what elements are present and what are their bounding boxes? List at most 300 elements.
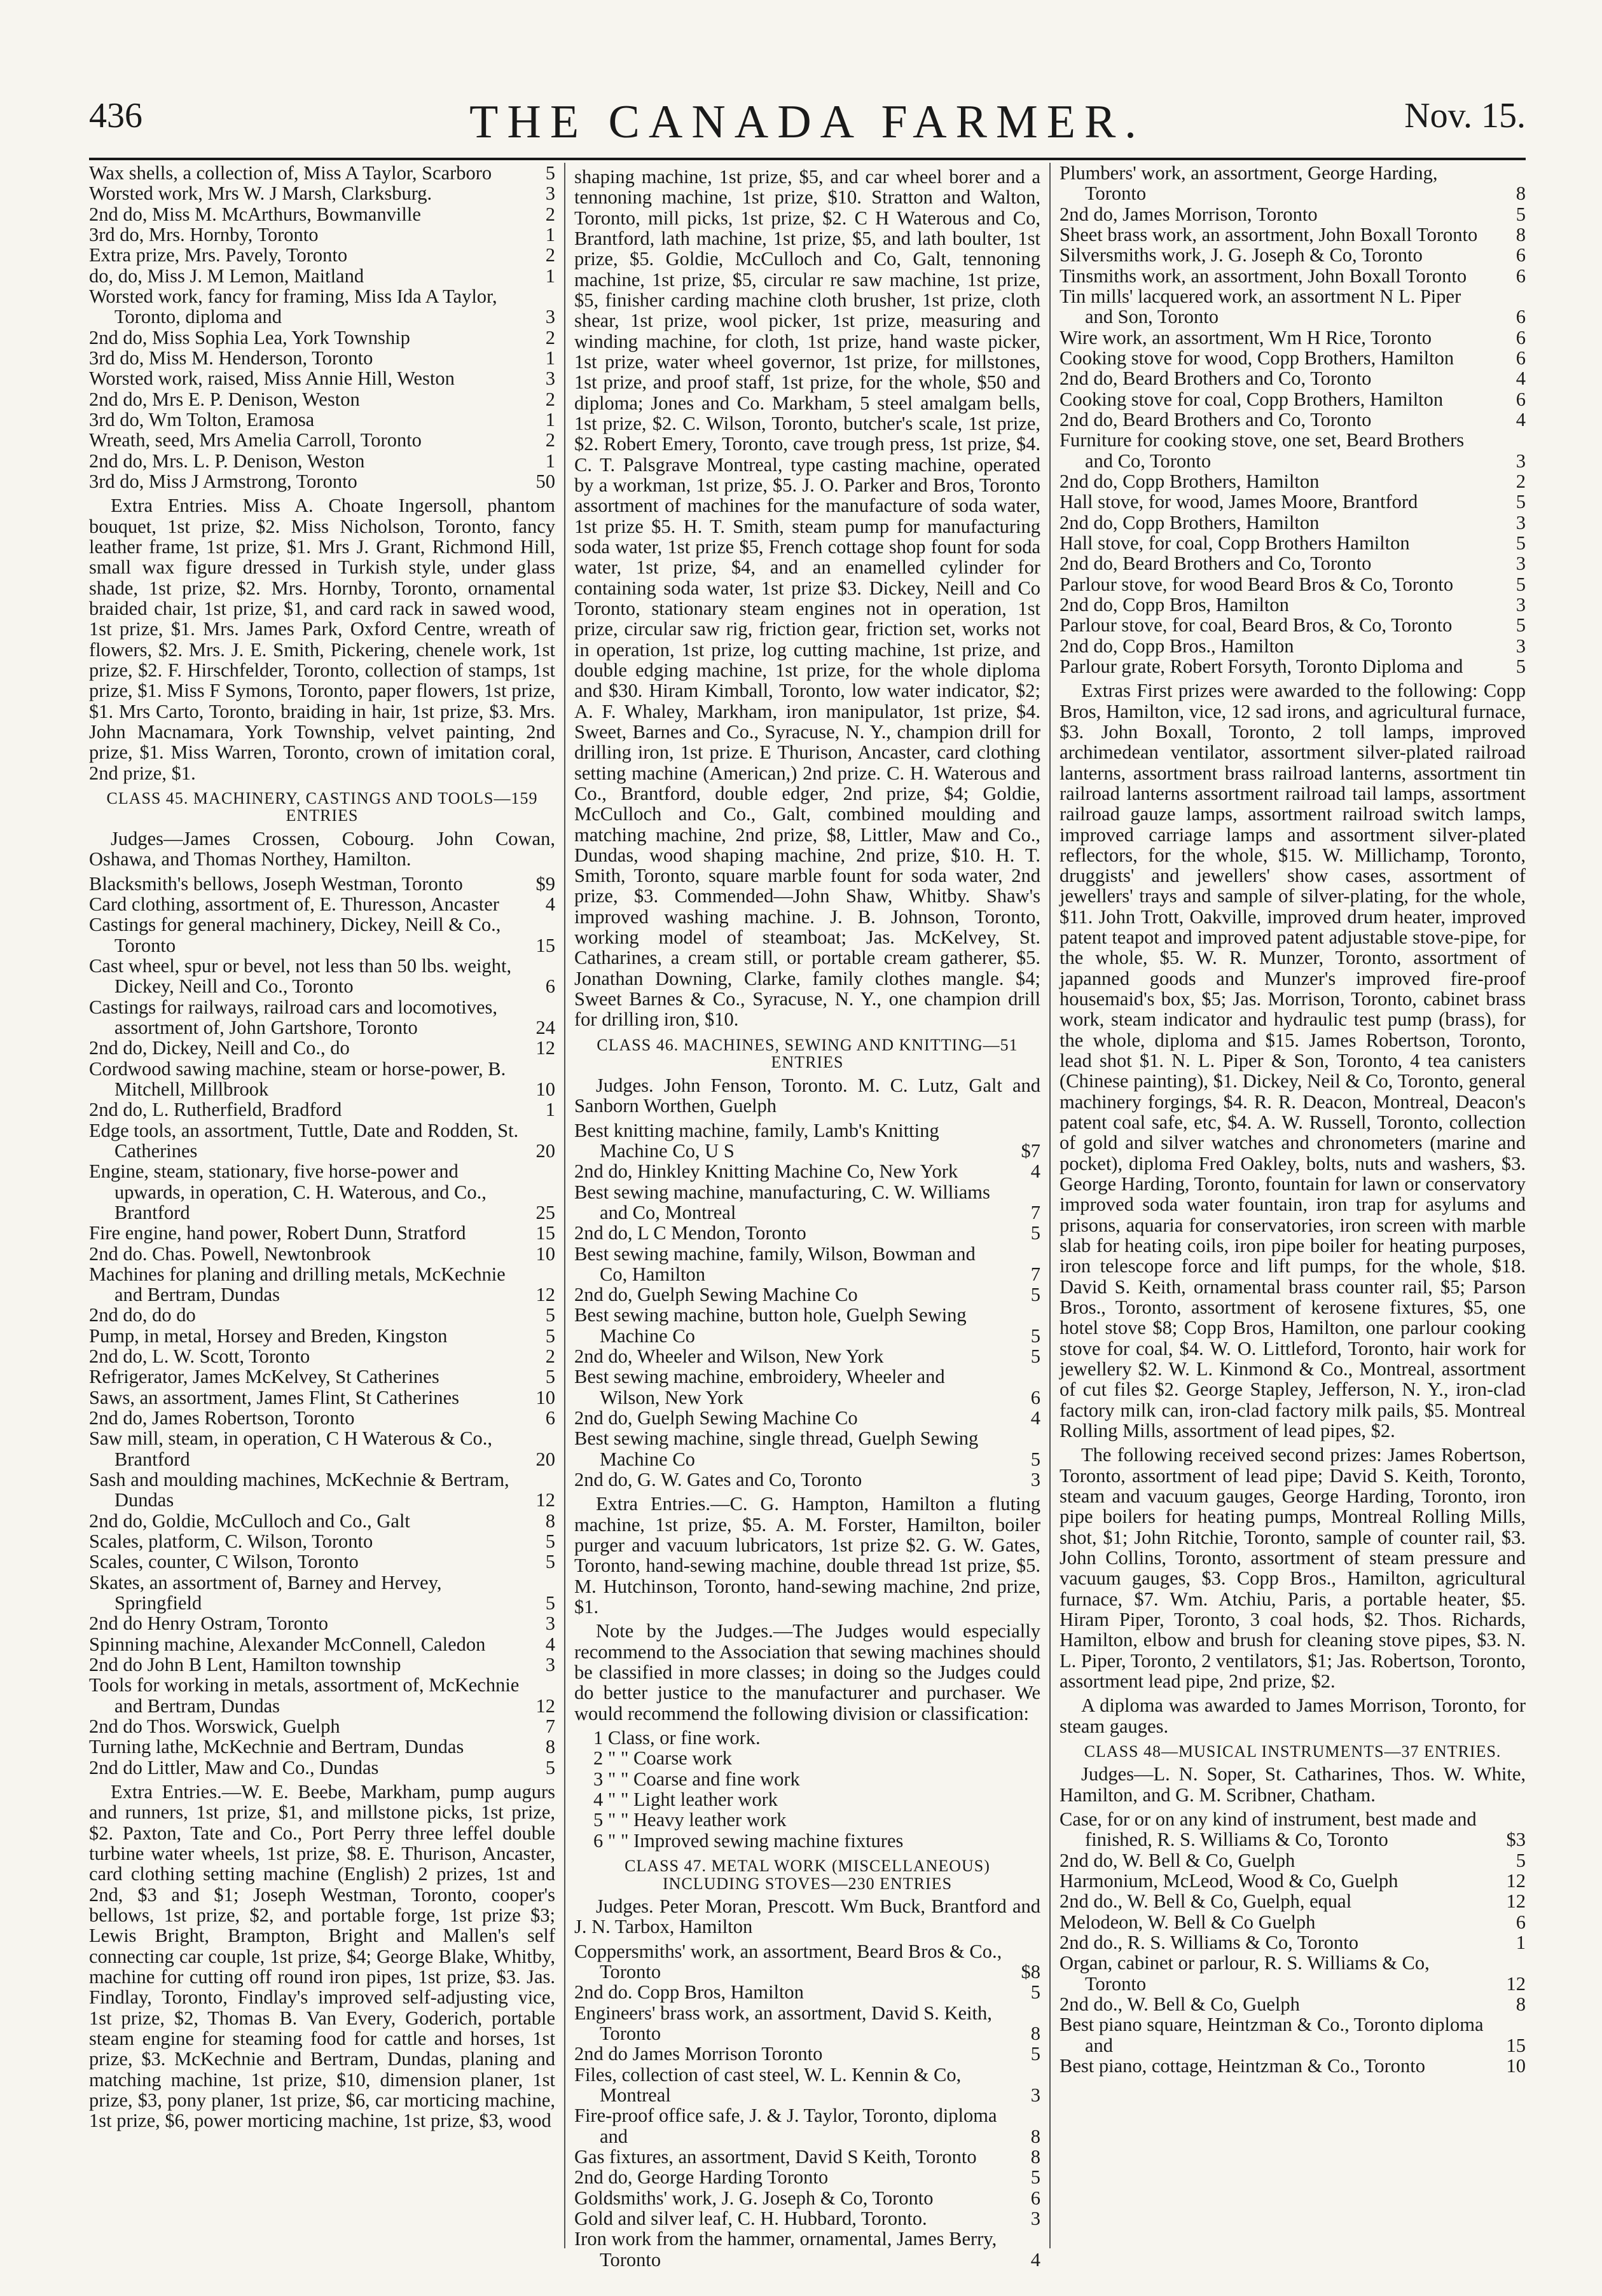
prize-entry	[1060, 368, 1526, 388]
prize-entry	[89, 1346, 555, 1366]
entry-text: 2nd do, Guelph Sewing Machine Co	[574, 1284, 858, 1306]
prize-entry	[89, 183, 555, 203]
classification-item: 4 " " Light leather work	[593, 1789, 778, 1811]
entry-amount: 10	[535, 1386, 555, 1408]
prize-entry	[574, 1244, 1040, 1285]
entry-amount: 1	[545, 1099, 555, 1121]
entry-text: 2nd do, Guelph Sewing Machine Co	[574, 1407, 858, 1429]
prize-entry	[1060, 204, 1526, 224]
entry-text: Engineers' brass work, an assortment, David S. Keith, Toronto	[574, 2002, 992, 2045]
prize-entry	[1060, 1871, 1526, 1891]
entry-text: 2nd do, L. Rutherfield, Bradford	[89, 1099, 342, 1121]
entry-amount: 5	[1516, 532, 1526, 554]
prize-entry	[574, 2003, 1040, 2044]
entry-amount: 7	[1030, 1263, 1040, 1285]
entry-amount: 5	[545, 162, 555, 184]
entry-amount: 6	[1516, 306, 1526, 328]
prize-entry	[89, 1613, 555, 1633]
entry-amount: 4	[1516, 368, 1526, 390]
prize-entry	[574, 1182, 1040, 1223]
entry-text: Furniture for cooking stove, one set, Beard Brothers and Co, Toronto	[1060, 429, 1465, 472]
entry-amount: 5	[545, 1366, 555, 1388]
entry-amount: 6	[1516, 265, 1526, 287]
entry-amount: 3	[1516, 593, 1526, 615]
entry-amount: 1	[545, 408, 555, 430]
entry-amount: 5	[1516, 203, 1526, 225]
columns	[89, 162, 1526, 2271]
entry-text: 2nd do, Mrs. L. P. Denison, Weston	[89, 450, 365, 472]
entry-text: Hall stove, for coal, Copp Brothers Hamilton	[1060, 532, 1410, 554]
entry-amount: 6	[1516, 347, 1526, 369]
entry-text: Tin mills' lacquered work, an assortment N L. Piper and Son, Toronto	[1060, 285, 1461, 328]
entry-amount: 12	[1506, 1890, 1526, 1913]
entry-text: 2nd do, Miss M. McArthurs, Bowmanville	[89, 203, 421, 225]
entry-amount: 1	[545, 347, 555, 369]
entry-amount: 5	[545, 1551, 555, 1573]
entry-text: 2nd do, Miss Sophia Lea, York Township	[89, 326, 410, 348]
entry-text: Blacksmith's bellows, Joseph Westman, Toronto	[89, 872, 463, 895]
entry-amount: 3	[1030, 2208, 1040, 2230]
prize-entry	[89, 204, 555, 224]
entry-text: Cooking stove for coal, Copp Brothers, Hamilton	[1060, 388, 1444, 410]
prize-entry	[89, 1531, 555, 1551]
entry-amount: 12	[1506, 1870, 1526, 1892]
entry-amount: 6	[1516, 244, 1526, 266]
entry-text: Files, collection of cast steel, W. L. Kennin & Co, Montreal	[574, 2063, 962, 2107]
entry-text: 2nd do, George Harding Toronto	[574, 2166, 829, 2189]
entry-amount: 3	[1516, 511, 1526, 533]
entry-text: 2nd do James Morrison Toronto	[574, 2043, 823, 2065]
prize-entry	[574, 2229, 1040, 2270]
entry-text: 2nd do, W. Bell & Co, Guelph	[1060, 1849, 1295, 1871]
entry-text: 2nd do, L C Mendon, Toronto	[574, 1222, 806, 1244]
entry-amount: 8	[1030, 2023, 1040, 2045]
prize-entry	[89, 914, 555, 956]
extra-entries-3: Extra Entries.—C. G. Hampton, Hamilton a fluting machine, 1st prize, $5. A. M. Forster, Hamilton, boiler purger and vacuum lubricators, 1st prize $2. G. W. Gates, Toronto, hand-sewing machine, double thread 1st prize, $5. M. Hutchinson, Toronto, hand-sewing machine, 2nd prize, $1.	[574, 1493, 1040, 1618]
entry-text: Best sewing machine, manufacturing, C. W. Williams and Co, Montreal	[574, 1181, 990, 1223]
entry-amount: 3	[545, 1612, 555, 1635]
entry-amount: 12	[535, 1695, 555, 1717]
entry-amount: 5	[1030, 2166, 1040, 2189]
entry-text: 2nd do, Beard Brothers and Co, Toronto	[1060, 408, 1372, 430]
entry-text: 2nd do John B Lent, Hamilton township	[89, 1654, 401, 1676]
entry-amount: 5	[1030, 1222, 1040, 1244]
prize-entry	[89, 286, 555, 327]
prize-entry	[89, 1264, 555, 1305]
prize-entry	[89, 266, 555, 286]
prize-entry	[1060, 348, 1526, 368]
prize-entry	[89, 1716, 555, 1736]
entry-amount: 3	[545, 182, 555, 205]
entry-text: Turning lathe, McKechnie and Bertram, Dundas	[89, 1736, 464, 1758]
entry-text: Parlour grate, Robert Forsyth, Toronto Diploma and	[1060, 655, 1463, 677]
entry-text: 2nd do, Mrs E. P. Denison, Weston	[89, 388, 360, 410]
entry-text: Refrigerator, James McKelvey, St Catherines	[89, 1366, 439, 1388]
prize-list-3	[574, 1120, 1040, 1490]
prize-entry	[574, 1408, 1040, 1428]
entry-text: Scales, counter, C Wilson, Toronto	[89, 1551, 359, 1573]
entry-text: 2nd do Littler, Maw and Co., Dundas	[89, 1756, 379, 1778]
entry-text: Machines for planing and drilling metals, McKechnie and Bertram, Dundas	[89, 1263, 506, 1306]
prize-entry	[89, 1059, 555, 1100]
second-prizes-paragraph: The following received second prizes: James Robertson, Toronto, assortment of lead pipe; David S. Keith, Toronto, steam and vacuum gauges, George Harding, Toronto, iron pipe boilers for heating pumps, Montreal Rolling Mills, shot, $1; John Ritchie, Toronto, sample of counter rail, $3. John Collins, Toronto, assortment of steam pressure and vacuum gauges, $3. Copp Bros., Hamilton, agricultural furnace, $7. Wm. Atchiu, Paris, a portable heater, $5. Hiram Piper, Toronto, 3 coal hods, $2. Thos. Richards, Hamilton, elbow and brush for cleaning stove pipes, $3. N. L. Piper, Toronto, 2 ventilators, $1; Jas. Robertson, Toronto, assortment lead pipe, 2nd prize, $2.	[1060, 1444, 1526, 1692]
issue-date: Nov. 15.	[1404, 96, 1526, 135]
prize-entry	[89, 430, 555, 450]
entry-text: Worsted work, fancy for framing, Miss Ida A Taylor, Toronto, diploma and	[89, 285, 497, 328]
entry-text: Wire work, an assortment, Wm H Rice, Toronto	[1060, 326, 1432, 348]
prize-entry	[1060, 574, 1526, 595]
class-45-judges: Judges—James Crossen, Cobourg. John Cowan, Oshawa, and Thomas Northey, Hamilton.	[89, 827, 555, 870]
entry-text: 2nd do., W. Bell & Co, Guelph, equal	[1060, 1890, 1352, 1913]
judges-note: Note by the Judges.—The Judges would especially recommend to the Association that sewing machines should be classified in more classes; in doing so the Judges could do better justice to the manufacturer and purchaser. We would recommend the following division or classification:	[574, 1620, 1040, 1724]
entry-text: Melodeon, W. Bell & Co Guelph	[1060, 1911, 1316, 1933]
prize-entry	[89, 409, 555, 430]
prize-entry	[89, 1161, 555, 1223]
entry-amount: $9	[535, 872, 555, 895]
entry-amount: 2	[545, 429, 555, 451]
entry-text: Card clothing, assortment of, E. Thuresson, Ancaster	[89, 893, 499, 915]
extra-entries-2: Extra Entries.—W. E. Beebe, Markham, pump augurs and runners, 1st prize, $1, and millstone picks, 1st prize, $2. Paxton, Tate and Co., Port Perry three leffel double turbine water wheels, 1st prize, $8. E. Thurison, Ancaster, card clothing setting machine (English) 2 prizes, 1st and 2nd, $3 and $1; Joseph Westman, Toronto, cooper's bellows, 1st prize, $2, and portable forge, 1st prize $3; Lewis Bright, Brampton, Bright and Mallen's self connecting car couple, 1st prize, $4; George Blake, Whitby, machine for cutting off round iron pipes, 1st prize, $3. Jas. Findlay, Toronto, Findlay's improved self-adjusting vice, 1st prize, $2, Thomas B. Van Every, Goderich, portable steam engine for steaming food for cattle and horses, 1st prize, $3. McKechnie and Bertram, Dundas, planing and matching machine, 1st prize, $10, dimension planer, 1st prize, $3, pony planer, 1st prize, $6, car morticing machine, 1st prize, $6, power morticing machine, 1st prize, $3, wood	[89, 1781, 555, 2132]
entry-amount: 10	[535, 1078, 555, 1100]
entry-amount: 5	[1030, 1324, 1040, 1347]
prize-entry	[574, 1346, 1040, 1366]
entry-amount: 3	[545, 368, 555, 390]
header-rule	[89, 158, 1526, 160]
classification-item: 6 " " Improved sewing machine fixtures	[593, 1829, 904, 1852]
entry-text: Gas fixtures, an assortment, David S Keith, Toronto	[574, 2146, 977, 2168]
entry-text: Best sewing machine, button hole, Guelph Sewing Machine Co	[574, 1304, 967, 1347]
entry-text: 2nd do., W. Bell & Co, Guelph	[1060, 1993, 1300, 2016]
prize-entry	[89, 389, 555, 409]
prize-entry	[1060, 224, 1526, 245]
entry-amount: 4	[1516, 408, 1526, 430]
entry-amount: 8	[1516, 223, 1526, 245]
prize-list-5	[1060, 163, 1526, 677]
entry-text: Best sewing machine, single thread, Guelph Sewing Machine Co	[574, 1427, 979, 1470]
prize-entry	[1060, 430, 1526, 471]
newspaper-title: THE CANADA FARMER.	[469, 96, 1145, 148]
column-2	[564, 163, 1040, 2271]
entry-amount: 3	[1030, 1469, 1040, 1491]
entry-amount: $3	[1506, 1829, 1526, 1851]
entry-text: Silversmiths work, J. G. Joseph & Co, Toronto	[1060, 244, 1423, 266]
prize-entry	[89, 1223, 555, 1243]
entry-text: Hall stove, for wood, James Moore, Brantford	[1060, 491, 1418, 513]
prize-entry	[1060, 512, 1526, 533]
prize-list-2	[89, 874, 555, 1778]
prize-entry	[574, 1469, 1040, 1490]
entry-amount: 12	[535, 1284, 555, 1306]
entry-text: Engine, steam, stationary, five horse-power and upwards, in operation, C. H. Waterous, and Co., Brantford	[89, 1160, 487, 1223]
prize-entry	[1060, 286, 1526, 327]
entry-amount: 20	[535, 1448, 555, 1470]
prize-entry	[1060, 1932, 1526, 1953]
prize-entry	[89, 1757, 555, 1778]
entry-text: Organ, cabinet or parlour, R. S. Williams & Co, Toronto	[1060, 1952, 1430, 1995]
entry-text: Saws, an assortment, James Flint, St Catherines	[89, 1386, 459, 1408]
prize-entry	[574, 2147, 1040, 2167]
entry-amount: 5	[545, 1324, 555, 1347]
classification-list	[593, 1728, 1040, 1851]
classification-item: 5 " " Heavy leather work	[593, 1809, 787, 1831]
entry-amount: 5	[545, 1756, 555, 1778]
entry-text: 2nd do, Wheeler and Wilson, New York	[574, 1345, 884, 1368]
prize-list-6	[1060, 1809, 1526, 2076]
entry-amount: 2	[545, 1345, 555, 1368]
prize-entry	[89, 471, 555, 492]
entry-amount: 5	[1516, 614, 1526, 636]
entry-text: Tinsmiths work, an assortment, John Boxall Toronto	[1060, 265, 1467, 287]
entry-text: Tools for working in metals, assortment of, McKechnie and Bertram, Dundas	[89, 1674, 520, 1717]
prize-entry	[89, 368, 555, 388]
entry-text: 2nd do, Goldie, McCulloch and Co., Galt	[89, 1509, 410, 1532]
class-48-heading: CLASS 48—MUSICAL INSTRUMENTS—37 ENTRIES.	[1084, 1742, 1502, 1761]
prize-entry	[89, 1551, 555, 1572]
prize-entry	[89, 163, 555, 183]
entry-text: Sash and moulding machines, McKechnie & Bertram, Dundas	[89, 1469, 509, 1511]
entry-amount: 5	[545, 1592, 555, 1614]
prize-entry	[89, 1326, 555, 1346]
entry-amount: 1	[545, 450, 555, 472]
class-45-heading: CLASS 45. MACHINERY, CASTINGS AND TOOLS—159 ENTRIES	[106, 788, 538, 825]
entry-amount: 2	[545, 388, 555, 410]
prize-entry	[89, 1120, 555, 1162]
entry-amount: 3	[1516, 635, 1526, 657]
entry-amount: 2	[545, 203, 555, 225]
entry-amount: 4	[545, 1633, 555, 1655]
prize-entry	[89, 1469, 555, 1511]
prize-entry	[574, 2167, 1040, 2187]
entry-text: Best piano square, Heintzman & Co., Toronto diploma and	[1060, 2014, 1484, 2056]
entry-amount: $7	[1021, 1139, 1040, 1162]
entry-amount: $8	[1021, 1961, 1040, 1983]
column-3	[1049, 163, 1526, 2248]
entry-amount: 8	[1030, 2146, 1040, 2168]
prize-entry	[89, 1572, 555, 1614]
entry-amount: 12	[535, 1489, 555, 1511]
entry-text: 2nd do. Copp Bros, Hamilton	[574, 1981, 804, 2004]
prize-entry	[89, 224, 555, 245]
entry-amount: 5	[1030, 1284, 1040, 1306]
diploma-paragraph: A diploma was awarded to James Morrison, Toronto, for steam gauges.	[1060, 1695, 1526, 1737]
entry-text: Best piano, cottage, Heintzman & Co., Toronto	[1060, 2055, 1426, 2077]
prize-entry	[574, 1982, 1040, 2002]
entry-text: Fire-proof office safe, J. & J. Taylor, Toronto, diploma and	[574, 2105, 997, 2147]
prize-entry	[1060, 615, 1526, 635]
entry-text: Extra prize, Mrs. Pavely, Toronto	[89, 244, 348, 266]
prize-entry	[1060, 471, 1526, 492]
entry-amount: 4	[1030, 1160, 1040, 1183]
entry-text: 3rd do, Miss M. Henderson, Toronto	[89, 347, 373, 369]
entry-amount: 5	[1030, 1448, 1040, 1470]
prize-entry	[89, 1428, 555, 1469]
entry-amount: 4	[1030, 1407, 1040, 1429]
entry-amount: 15	[535, 1222, 555, 1244]
entry-text: Saw mill, steam, in operation, C H Waterous & Co., Brantford	[89, 1427, 493, 1470]
entry-amount: 5	[1030, 1981, 1040, 2004]
entry-amount: 8	[545, 1509, 555, 1532]
entry-amount: 4	[1030, 2248, 1040, 2271]
prize-entry	[574, 1305, 1040, 1346]
entry-text: Worsted work, raised, Miss Annie Hill, Weston	[89, 368, 455, 390]
prize-entry	[1060, 636, 1526, 656]
entry-amount: 5	[1516, 655, 1526, 677]
entry-amount: 6	[1030, 1386, 1040, 1408]
entry-text: Cooking stove for wood, Copp Brothers, Hamilton	[1060, 347, 1454, 369]
class-47-heading: CLASS 47. METAL WORK (MISCELLANEOUS) INCLUDING STOVES—230 ENTRIES	[625, 1857, 990, 1893]
entry-amount: 6	[545, 1407, 555, 1429]
entry-text: 2nd do, G. W. Gates and Co, Toronto	[574, 1469, 862, 1491]
prize-list-4	[574, 1941, 1040, 2270]
entry-text: Scales, platform, C. Wilson, Toronto	[89, 1530, 373, 1553]
entry-text: 2nd do, Copp Bros, Hamilton	[1060, 593, 1289, 615]
class-47-judges: Judges. Peter Moran, Prescott. Wm Buck, Brantford and J. N. Tarbox, Hamilton	[574, 1895, 1040, 1938]
prize-entry	[574, 2188, 1040, 2208]
entry-text: Spinning machine, Alexander McConnell, Caledon	[89, 1633, 486, 1655]
prize-entry	[1060, 163, 1526, 204]
entry-text: Cordwood sawing machine, steam or horse-power, B. Mitchell, Millbrook	[89, 1057, 506, 1100]
entry-amount: 7	[1030, 1201, 1040, 1223]
extra-entries-1: Extra Entries. Miss A. Choate Ingersoll, phantom bouquet, 1st prize, $2. Miss Nicholson, Toronto, fancy leather frame, 1st prize, $1. Mrs J. Grant, Richmond Hill, small wax figure dressed in Turkish style, under glass shade, 1st prize, $2. Mrs. Hornby, Toronto, ornamental braided chair, 1st prize, $1, and card rack in sawed wood, 1st prize, $1. Mrs. James Park, Oxford Centre, wreath of flowers, $2. Mrs. J. E. Smith, Pickering, chenele work, 1st prize, $2. F. Hirschfelder, Toronto, collection of stamps, 1st prize, $1. Miss F Symons, Toronto, paper flowers, 1st prize, $1. Mrs Carto, Toronto, braiding in hair, 1st prize, $3. Mrs. John Macnamara, York Township, velvet painting, 2nd prize, $1. Miss Warren, Toronto, crown of imitation coral, 2nd prize, $1.	[89, 495, 555, 784]
entry-amount: 10	[535, 1242, 555, 1265]
entry-amount: 8	[545, 1736, 555, 1758]
prize-entry	[89, 1675, 555, 1716]
prize-entry	[574, 1428, 1040, 1469]
prize-entry	[89, 1654, 555, 1675]
entry-amount: 6	[1516, 326, 1526, 348]
entry-text: Gold and silver leaf, C. H. Hubbard, Toronto.	[574, 2208, 927, 2230]
entry-text: 2nd do Henry Ostram, Toronto	[89, 1612, 328, 1635]
prize-entry	[1060, 245, 1526, 265]
entry-text: 2nd do, Copp Brothers, Hamilton	[1060, 511, 1320, 533]
prize-entry	[89, 894, 555, 914]
entry-amount: 50	[535, 470, 555, 492]
entry-text: Skates, an assortment of, Barney and Hervey, Springfield	[89, 1571, 442, 1614]
entry-text: do, do, Miss J. M Lemon, Maitland	[89, 265, 364, 287]
entry-amount: 12	[535, 1037, 555, 1059]
entry-amount: 5	[1516, 491, 1526, 513]
entry-amount: 1	[545, 265, 555, 287]
entry-amount: 5	[1030, 2043, 1040, 2065]
entry-text: 2nd do, do do	[89, 1304, 196, 1326]
entry-text: Parlour stove, for wood Beard Bros & Co, Toronto	[1060, 573, 1454, 595]
prize-entry	[574, 1120, 1040, 1162]
entry-text: 2nd do., R. S. Williams & Co, Toronto	[1060, 1932, 1358, 1954]
entry-amount: 3	[545, 306, 555, 328]
entry-text: Wax shells, a collection of, Miss A Taylor, Scarboro	[89, 162, 492, 184]
entry-amount: 12	[1506, 1972, 1526, 1995]
classification-item: 2 " " Coarse work	[593, 1747, 733, 1770]
classification-item: 3 " " Coarse and fine work	[593, 1768, 800, 1790]
prize-entry	[89, 1634, 555, 1654]
entry-amount: 20	[535, 1139, 555, 1162]
entry-text: Best sewing machine, family, Wilson, Bowman and Co, Hamilton	[574, 1242, 976, 1285]
entry-text: 2nd do. Chas. Powell, Newtonbrook	[89, 1242, 371, 1265]
prize-entry	[89, 1099, 555, 1120]
prize-entry	[574, 2105, 1040, 2147]
entry-text: Case, for or on any kind of instrument, best made and finished, R. S. Williams & Co, Toronto	[1060, 1808, 1477, 1851]
entry-text: 3rd do, Miss J Armstrong, Toronto	[89, 470, 357, 492]
prize-entry	[1060, 553, 1526, 574]
extras-paragraph: Extras First prizes were awarded to the following: Copp Bros, Hamilton, vice, 12 sad irons, and agricultural furnace, $3. John Boxall, Toronto, 2 toll lamps, improved archimedean ventilator, assortment silver-plated railroad lanterns, assortment brass railroad lanterns, assortment tin railroad lanterns assortment railroad tail lamps, assortment railroad gauze lamps, assortment railroad switch lamps, improved carriage lamps and assortment silver-plated reflectors, for the whole, $15. W. Millichamp, Toronto, druggists' and jewellers' show cases, assortment of jewellers' trays and sample of silver-plating, for the whole, $11. John Trott, Oakville, improved drum heater, improved patent teapot and improved patent adjustable stove-pipe, for the whole, $5. W. R. Munzer, Toronto, assortment of japanned goods and Munzer's improved fire-proof housemaid's box, $5; Jas. Morrison, Toronto, cabinet brass work, steam indicator and hydraulic test pump (brass), for the whole, diploma and $15. James Robertson, Toronto, lead shot $1. N. L. Piper & Son, Toronto, 4 tea canisters (Chinese painting), $1. Dickey, Neil & Co, Toronto, general machinery forgings, $4. R. R. Deacon, Montreal, Deacon's patent coal safe, etc, $4. A. W. Russell, Toronto, collection of gold and silver watches and chronometers (marine and pocket), diploma Fred Oakley, bolts, nuts and washers, $3. George Harding, Toronto, fountain for lawn or conservatory improved soda water fountain, iron trap for asylums and prisons, aquaria for conservatories, iron screen with marble slab for heating coils, iron pipe boiler for heating purposes, iron telescope force and lift pumps, for the whole, $18. David S. Keith, ornamental brass counter rail, $5; Parson Bros., Toronto, assortment of kerosene fixtures, $5, one hotel stove $8; Copp Bros, Hamilton, one parlour cooking stove for coal, $4. W. O. Littleford, Toronto, hair work for jewellery $2. W. L. Kinmond & Co., Montreal, assortment of cut files $2. George Stapley, Jefferson, N. Y., iron-clad factory milk can, iron-clad factory milk pails, $5. Montreal Rolling Mills, assortment of lead pipes, $2.	[1060, 680, 1526, 1442]
entry-amount: 1	[545, 223, 555, 245]
prize-entry	[1060, 656, 1526, 677]
prize-entry	[574, 1941, 1040, 1983]
entry-text: 2nd do Thos. Worswick, Guelph	[89, 1715, 340, 1738]
prize-entry	[1060, 327, 1526, 348]
entry-text: Harmonium, McLeod, Wood & Co, Guelph	[1060, 1870, 1398, 1892]
entry-amount: 4	[545, 893, 555, 915]
prize-entry	[574, 1284, 1040, 1305]
prize-entry	[1060, 533, 1526, 553]
entry-amount: 10	[1506, 2055, 1526, 2077]
class-48-judges: Judges—L. N. Soper, St. Catharines, Thos. W. White, Hamilton, and G. M. Scribner, Chatham.	[1060, 1763, 1526, 1806]
continued-text: shaping machine, 1st prize, $5, and car wheel borer and a tennoning machine, 1st prize, $10. Stratton and Walton, Toronto, mill picks, 1st prize, $2. C H Waterous and Co, Brantford, lath machine, 1st prize, $5, and lath boulter, 1st prize, $5. Goldie, McCulloch and Co, Galt, tennoning machine, 1st prize, $5, circular re saw machine, 1st prize, $5, finisher carding machine cloth brusher, 1st prize, cloth shear, 1st prize, wool picker, 1st prize, measuring and winding machine, for cloth, 1st prize, hand waste picker, 1st prize, water wheel governor, 1st prize, for millstones, 1st prize, and proof staff, 1st prize, for the whole, $50 and diploma; Jones and Co. Markham, 5 steel amalgam bells, 1st prize, $2. C. Wilson, Toronto, butcher's scale, 1st prize, $2. Robert Emery, Toronto, cave trough press, 1st prize, $4. C. T. Palsgrave Montreal, type casting machine, operated by a workman, 1st prize, $5. J. O. Parker and Bros, Toronto assortment of machines for the manufacture of soda water, 1st prize $5. H. T. Smith, steam pump for manufacturing soda water, 1st prize $5, French cottage shop fount for soda water, 1st prize, $4, and an enamelled cylinder for containing soda water, 1st prize $3. Dickey, Neill and Co Toronto, stationary steam engines not in operation, 1st prize, circular saw rig, friction gear, friction set, works not in operation, 1st prize, log cutting machine, 1st prize, and double edging machine, 1st prize, for the whole diploma and $30. Hiram Kimball, Toronto, low water indicator, $2; A. F. Whaley, Markham, iron manipulator, 1st prize, $4. Sweet, Barnes and Co., Syracuse, N. Y., champion drill for drilling iron, 1st prize. E Thurison, Ancaster, card clothing setting machine (American,) 2nd prize. C. H. Waterous and Co., Brantford, double edger, 2nd prize, $4; Goldie, McCulloch and Co., Galt, combined moulding and matching machine, 2nd prize, $8, Littler, Maw and Co., Dundas, wood shaping machine, 2nd prize, $10. H. T. Smith, Toronto, square marble fount for soda water, 2nd prize, $3. Commended—John Shaw, Whitby. Shaw's improved washing machine. J. B. Johnson, Toronto, working model of steamboat; Jas. McKelvey, St. Catharines, a cream still, or portable cream gatherer, $5. Jonathan Downing, Clarke, family clothes mangle. $4; Sweet Barnes & Co., Syracuse, N. Y., one champion drill for drilling iron, $10.	[574, 166, 1040, 1031]
entry-amount: 8	[1516, 1993, 1526, 2016]
entry-text: 2nd do, Copp Bros., Hamilton	[1060, 635, 1294, 657]
entry-amount: 5	[1030, 1345, 1040, 1368]
entry-amount: 3	[1516, 553, 1526, 575]
entry-amount: 8	[1516, 182, 1526, 205]
prize-entry	[574, 1223, 1040, 1243]
prize-entry	[574, 1366, 1040, 1408]
entry-text: 2nd do, Dickey, Neill and Co., do	[89, 1037, 350, 1059]
entry-text: Goldsmiths' work, J. G. Joseph & Co, Toronto	[574, 2187, 934, 2209]
entry-amount: 15	[1506, 2034, 1526, 2056]
masthead	[89, 95, 1526, 153]
prize-entry	[89, 874, 555, 894]
entry-text: 2nd do, James Robertson, Toronto	[89, 1407, 355, 1429]
entry-text: 2nd do, Beard Brothers and Co, Toronto	[1060, 553, 1372, 575]
entry-amount: 6	[545, 975, 555, 998]
prize-entry	[1060, 409, 1526, 430]
entry-amount: 2	[545, 326, 555, 348]
entry-text: Worsted work, Mrs W. J Marsh, Clarksburg.	[89, 182, 432, 205]
entry-text: 3rd do, Mrs. Hornby, Toronto	[89, 223, 319, 245]
prize-entry	[1060, 1809, 1526, 1850]
entry-amount: 8	[1030, 2125, 1040, 2147]
entry-amount: 15	[535, 934, 555, 956]
prize-list-1	[89, 163, 555, 492]
entry-amount: 25	[535, 1201, 555, 1223]
entry-text: Fire engine, hand power, Robert Dunn, Stratford	[89, 1222, 466, 1244]
class-46-heading: CLASS 46. MACHINES, SEWING AND KNITTING—51 ENTRIES	[597, 1035, 1018, 1072]
prize-entry	[1060, 1953, 1526, 1994]
prize-entry	[1060, 266, 1526, 286]
entry-text: Best sewing machine, embroidery, Wheeler and Wilson, New York	[574, 1366, 945, 1408]
prize-entry	[1060, 1891, 1526, 1911]
entry-amount: 5	[1516, 573, 1526, 595]
classification-item: 1 Class, or fine work.	[593, 1727, 761, 1749]
entry-text: Castings for railways, railroad cars and locomotives, assortment of, John Gartshore, Toronto	[89, 996, 498, 1038]
prize-entry	[1060, 1994, 1526, 2014]
prize-entry	[89, 956, 555, 997]
entry-amount: 1	[1516, 1932, 1526, 1954]
prize-entry	[574, 2044, 1040, 2064]
entry-amount: 5	[545, 1530, 555, 1553]
entry-amount: 2	[1516, 470, 1526, 492]
entry-text: 3rd do, Wm Tolton, Eramosa	[89, 408, 315, 430]
entry-amount: 24	[535, 1016, 555, 1038]
prize-entry	[1060, 1850, 1526, 1871]
prize-entry	[1060, 2014, 1526, 2056]
page-number: 436	[89, 96, 142, 135]
prize-entry	[89, 1387, 555, 1408]
prize-entry	[89, 327, 555, 348]
entry-text: Best knitting machine, family, Lamb's Knitting Machine Co, U S	[574, 1119, 939, 1162]
prize-entry	[89, 348, 555, 368]
prize-entry	[574, 1161, 1040, 1181]
